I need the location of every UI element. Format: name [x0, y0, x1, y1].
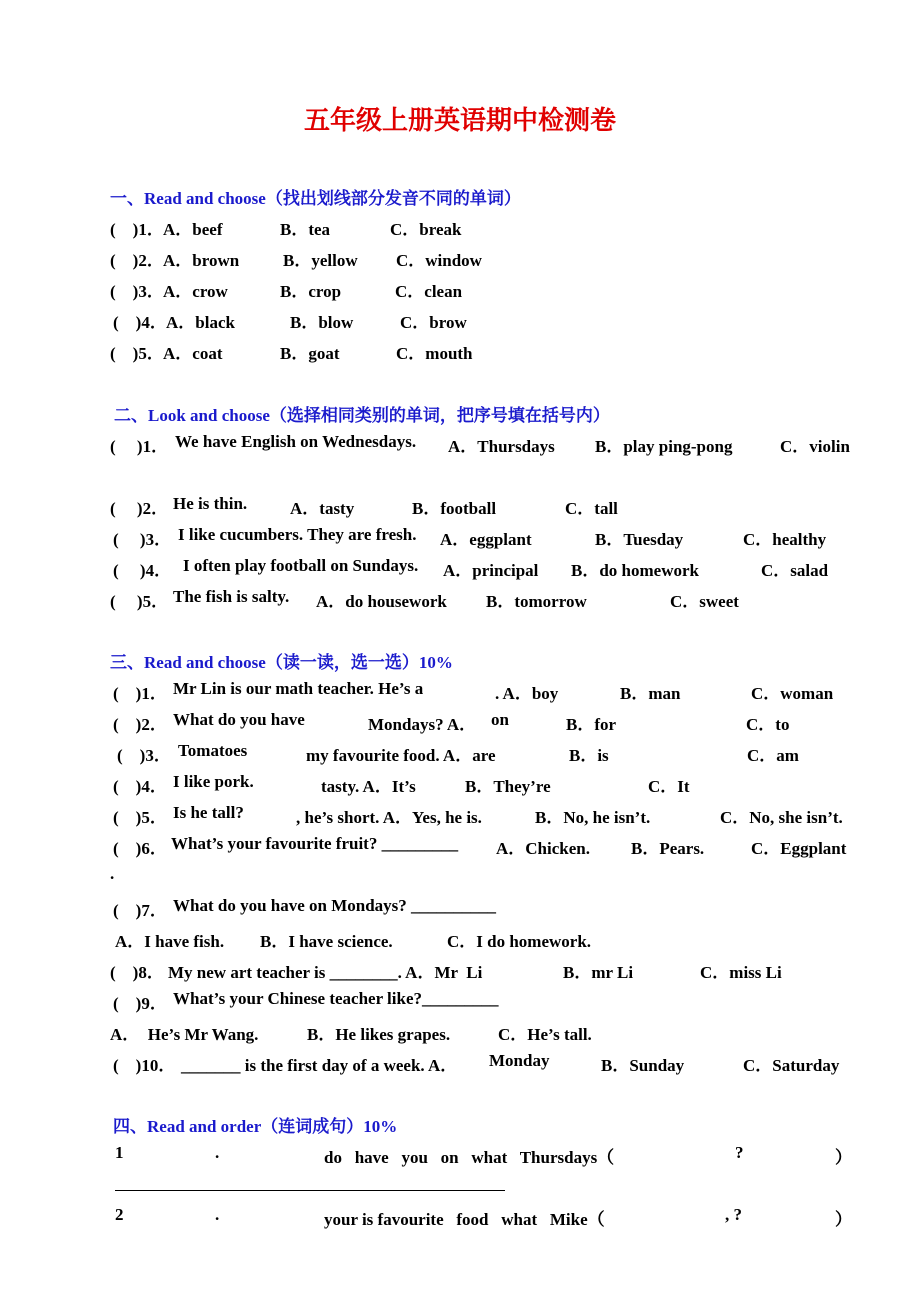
answer-bracket: ( )5．	[113, 808, 167, 827]
answer-bracket: ( )1．	[110, 437, 169, 456]
option-a: A．principal	[443, 561, 539, 580]
option-a: A．Chicken.	[496, 839, 590, 858]
question-sentence: What do you have on Mondays? __________	[173, 896, 497, 915]
option-a: A．I have fish.	[115, 932, 225, 951]
question-sentence: He is thin.	[173, 494, 248, 513]
end-punctuation: , ?	[725, 1205, 742, 1224]
answer-bracket: ( )5．	[110, 592, 169, 611]
option-a: A．black	[166, 313, 235, 332]
option-b: B．Tuesday	[595, 530, 684, 549]
s3-question-6-trailing-dot: .	[110, 864, 115, 883]
option-b: B．play ping-pong	[595, 437, 733, 456]
question-sentence: I like pork.	[173, 772, 254, 791]
option-a: A．coat	[163, 344, 223, 363]
option-c: C．Eggplant	[751, 839, 847, 858]
answer-bracket: ( )3．	[117, 746, 171, 765]
option-b: B．No, he isn’t.	[535, 808, 651, 827]
option-b: B．tomorrow	[486, 592, 587, 611]
end-punctuation: ?	[735, 1143, 744, 1162]
question-sentence: Tomatoes	[178, 741, 248, 760]
answer-bracket: ( )10．	[113, 1056, 176, 1075]
option-a: A． He’s Mr Wang.	[110, 1025, 259, 1044]
item-number: 1	[115, 1143, 124, 1162]
option-c: C．violin	[780, 437, 850, 456]
option-b: B．yellow	[283, 251, 358, 270]
closing-bracket: ）	[835, 1210, 852, 1229]
answer-bracket: ( )8．	[110, 963, 164, 982]
question-sentence: Mr Lin is our math teacher. He’s a	[173, 679, 424, 698]
option-c: C．break	[390, 220, 462, 239]
answer-bracket: ( )7．	[113, 901, 167, 920]
option-a: on	[491, 710, 509, 729]
option-c: C．brow	[400, 313, 467, 332]
closing-bracket: ）	[835, 1148, 852, 1167]
section-1-heading: 一、Read and choose（找出划线部分发音不同的单词）	[110, 189, 521, 208]
option-c: C．to	[746, 715, 790, 734]
answer-bracket: ( )1．	[113, 684, 167, 703]
answer-bracket: ( )2．	[113, 715, 167, 734]
question-sentence: _______ is the first day of a week. A．	[181, 1056, 458, 1075]
question-sentence-end: . A．boy	[495, 684, 559, 703]
option-b: B．tea	[280, 220, 331, 239]
answer-bracket: ( )3．	[113, 530, 172, 549]
option-c: C．window	[396, 251, 482, 270]
question-sentence-end: Mondays? A．	[368, 715, 477, 734]
option-c: C．healthy	[743, 530, 827, 549]
answer-bracket: ( )4．	[113, 561, 172, 580]
question-sentence: I often play football on Sundays.	[183, 556, 419, 575]
option-a: A．brown	[163, 251, 240, 270]
option-b: B．for	[566, 715, 617, 734]
section-3-heading: 三、Read and choose（读一读，选一选）10%	[110, 653, 453, 672]
option-c: C．tall	[565, 499, 618, 518]
option-b: B．man	[620, 684, 681, 703]
option-c: C．miss Li	[700, 963, 782, 982]
question-sentence: We have English on Wednesdays.	[175, 432, 417, 451]
option-b: B．mr Li	[563, 963, 634, 982]
option-c: C．clean	[395, 282, 463, 301]
scrambled-words: do have you on what Thursdays（	[324, 1148, 615, 1167]
option-c: C．He’s tall.	[498, 1025, 592, 1044]
option-b: B．Sunday	[601, 1056, 685, 1075]
answer-bracket: ( )6．	[113, 839, 167, 858]
option-c: C．woman	[751, 684, 834, 703]
section-2-heading: 二、Look and choose（选择相同类别的单词，把序号填在括号内）	[114, 406, 610, 425]
option-b: B．They’re	[465, 777, 551, 796]
answer-bracket: ( )5．	[110, 344, 164, 363]
option-a: A．beef	[163, 220, 223, 239]
option-b: B．He likes grapes.	[307, 1025, 451, 1044]
option-c: C．Saturday	[743, 1056, 840, 1075]
question-sentence: I like cucumbers. They are fresh.	[178, 525, 417, 544]
option-c: C．No, she isn’t.	[720, 808, 843, 827]
answer-bracket: ( )4．	[113, 313, 167, 332]
option-a: A．do housework	[316, 592, 447, 611]
option-a: A．eggplant	[440, 530, 532, 549]
scrambled-words: your is favourite food what Mike（	[324, 1210, 605, 1229]
option-c: C．salad	[761, 561, 829, 580]
answer-bracket: ( )3．	[110, 282, 164, 301]
option-b: B．football	[412, 499, 497, 518]
question-sentence: Is he tall?	[173, 803, 244, 822]
option-a: A．crow	[163, 282, 228, 301]
option-b: B．goat	[280, 344, 340, 363]
option-b: B．Pears.	[631, 839, 705, 858]
question-sentence-end: my favourite food. A．are	[306, 746, 496, 765]
item-dot: .	[215, 1143, 220, 1162]
option-b: B．I have science.	[260, 932, 393, 951]
option-b: B．blow	[290, 313, 354, 332]
section-4-heading: 四、Read and order（连词成句）10%	[113, 1117, 398, 1136]
option-a: A．Thursdays	[448, 437, 555, 456]
question-sentence: The fish is salty.	[173, 587, 290, 606]
item-dot: .	[215, 1205, 220, 1224]
option-a: A．tasty	[290, 499, 355, 518]
answer-bracket: ( )9．	[113, 994, 167, 1013]
option-b: B．do homework	[571, 561, 699, 580]
option-b: B．crop	[280, 282, 342, 301]
s4-item-1	[115, 1143, 850, 1165]
question-sentence-end: tasty. A．It’s	[321, 777, 416, 796]
option-c: C．I do homework.	[447, 932, 592, 951]
item-number: 2	[115, 1205, 124, 1224]
answer-bracket: ( )2．	[110, 499, 169, 518]
question-sentence: What do you have	[173, 710, 305, 729]
option-b: B．is	[569, 746, 609, 765]
answer-bracket: ( )2．	[110, 251, 164, 270]
page-title: 五年级上册英语期中检测卷	[303, 106, 616, 135]
question-sentence: My new art teacher is ________. A．Mr Li	[168, 963, 483, 982]
option-a: Monday	[489, 1051, 550, 1070]
option-c: C．It	[648, 777, 690, 796]
answer-bracket: ( )4．	[113, 777, 167, 796]
question-sentence: What’s your favourite fruit? _________	[171, 834, 459, 853]
question-sentence: What’s your Chinese teacher like?_________	[173, 989, 499, 1008]
answer-line	[115, 1190, 505, 1191]
option-c: C．am	[747, 746, 799, 765]
option-c: C．mouth	[396, 344, 473, 363]
option-c: C．sweet	[670, 592, 739, 611]
question-sentence-end: , he’s short. A．Yes, he is.	[296, 808, 482, 827]
answer-bracket: ( )1．	[110, 220, 164, 239]
s4-item-2	[115, 1205, 850, 1227]
